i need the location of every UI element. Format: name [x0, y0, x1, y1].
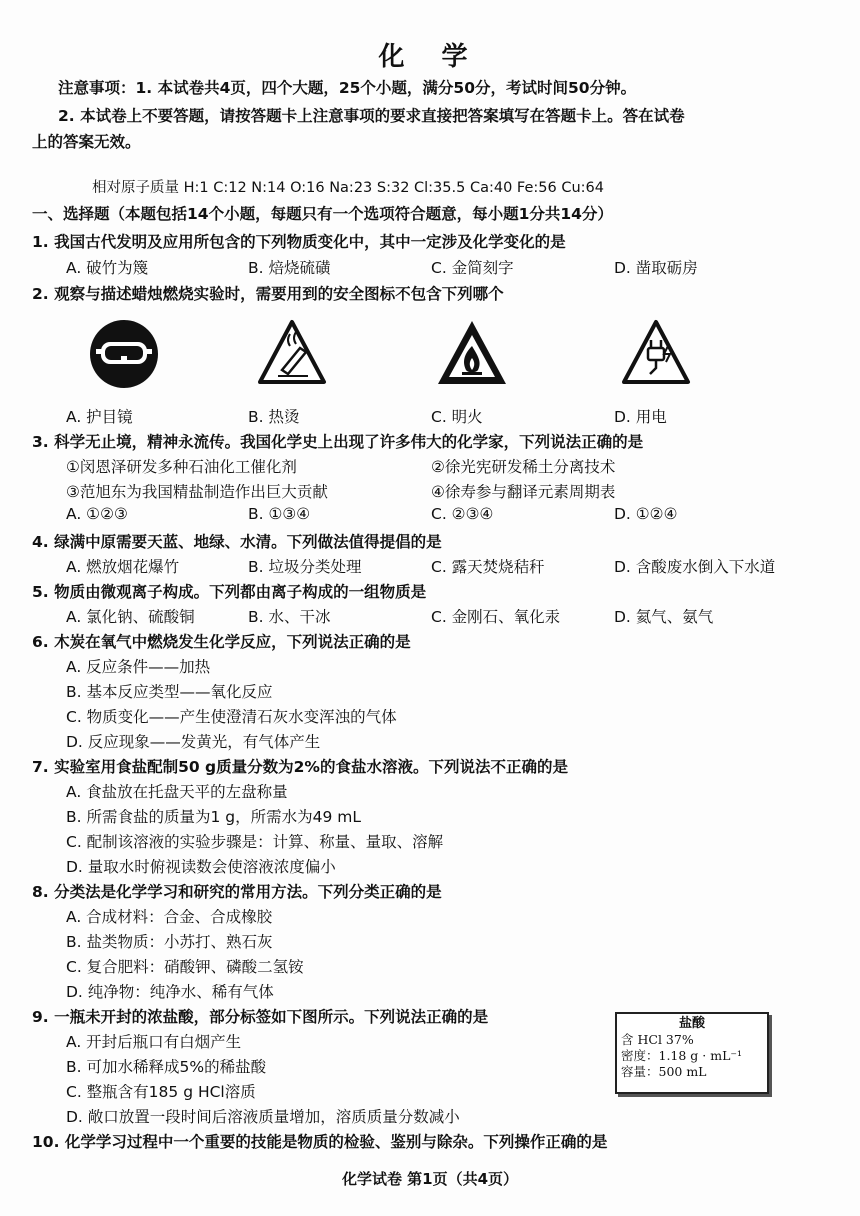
q6-option-b: B. 基本反应类型——氧化反应: [66, 683, 273, 701]
q7-option-d: D. 量取水时俯视读数会使溶液浓度偏小: [66, 858, 336, 876]
q2-option-c: C. 明火: [431, 408, 483, 426]
notice-line-2: 2. 本试卷上不要答题，请按答题卡上注意事项的要求直接把答案填写在答题卡上。答在试卷: [58, 107, 685, 125]
q2-option-b: B. 热烫: [248, 408, 300, 426]
goggles-icon: [88, 318, 160, 390]
q8-option-c: C. 复合肥料：硝酸钾、磷酸二氢铵: [66, 958, 304, 976]
q6-option-d: D. 反应现象——发黄光，有气体产生: [66, 733, 321, 751]
section-heading: 一、选择题（本题包括14个小题，每题只有一个选项符合题意，每小题1分共14分）: [32, 205, 613, 223]
question-5-stem: 5. 物质由微观离子构成。下列都由离子构成的一组物质是: [32, 583, 427, 601]
electrical-icon: [620, 318, 692, 390]
q3-option-d: D. ①②④: [614, 505, 678, 523]
q9-option-d: D. 敞口放置一段时间后溶液质量增加，溶质质量分数减小: [66, 1108, 460, 1126]
q3-statement-4: ④徐寿参与翻译元素周期表: [431, 483, 616, 501]
q4-option-a: A. 燃放烟花爆竹: [66, 558, 180, 576]
question-4-stem: 4. 绿满中原需要天蓝、地绿、水清。下列做法值得提倡的是: [32, 533, 442, 551]
q5-option-c: C. 金刚石、氧化汞: [431, 608, 561, 626]
q3-statement-2: ②徐光宪研发稀土分离技术: [431, 458, 616, 476]
q9-option-b: B. 可加水稀释成5%的稀盐酸: [66, 1058, 267, 1076]
q5-option-b: B. 水、干冰: [248, 608, 331, 626]
q2-option-a: A. 护目镜: [66, 408, 133, 426]
question-7-stem: 7. 实验室用食盐配制50 g质量分数为2%的食盐水溶液。下列说法不正确的是: [32, 758, 568, 776]
question-9-stem: 9. 一瓶未开封的浓盐酸，部分标签如下图所示。下列说法正确的是: [32, 1008, 489, 1026]
q4-option-d: D. 含酸废水倒入下水道: [614, 558, 776, 576]
q4-option-b: B. 垃圾分类处理: [248, 558, 362, 576]
page-footer: 化学试卷 第1页（共4页）: [341, 1170, 519, 1188]
question-10-stem: 10. 化学学习过程中一个重要的技能是物质的检验、鉴别与除杂。下列操作正确的是: [32, 1133, 608, 1151]
question-2-stem: 2. 观察与描述蜡烛燃烧实验时，需要用到的安全图标不包含下列哪个: [32, 285, 504, 303]
q3-option-c: C. ②③④: [431, 505, 494, 523]
q4-option-c: C. 露天焚烧秸秆: [431, 558, 545, 576]
q7-option-b: B. 所需食盐的质量为1 g，所需水为49 mL: [66, 808, 362, 826]
q1-option-c: C. 金简刻字: [431, 259, 514, 277]
q9-option-c: C. 整瓶含有185 g HCl溶质: [66, 1083, 256, 1101]
q8-option-b: B. 盐类物质：小苏打、熟石灰: [66, 933, 273, 951]
question-8-stem: 8. 分类法是化学学习和研究的常用方法。下列分类正确的是: [32, 883, 442, 901]
q7-option-a: A. 食盐放在托盘天平的左盘称量: [66, 783, 288, 801]
notice-line-3: 上的答案无效。: [32, 133, 141, 151]
q9-option-a: A. 开封后瓶口有白烟产生: [66, 1033, 242, 1051]
q6-option-a: A. 反应条件——加热: [66, 658, 211, 676]
q3-option-b: B. ①③④: [248, 505, 311, 523]
q8-option-d: D. 纯净物：纯净水、稀有气体: [66, 983, 274, 1001]
question-3-stem: 3. 科学无止境，精神永流传。我国化学史上出现了许多伟大的化学家，下列说法正确的是: [32, 433, 644, 451]
hot-surface-icon: [256, 318, 328, 390]
open-flame-icon: [436, 318, 508, 390]
atomic-masses: 相对原子质量 H:1 C:12 N:14 O:16 Na:23 S:32 Cl:35.5 Ca:40 Fe:56 Cu:64: [92, 180, 604, 196]
notice-line-1: 注意事项：1. 本试卷共4页，四个大题，25个小题，满分50分，考试时间50分钟。: [58, 79, 637, 97]
q5-option-a: A. 氯化钠、硫酸铜: [66, 608, 195, 626]
page-title: 化 学: [378, 42, 482, 72]
q2-option-d: D. 用电: [614, 408, 667, 426]
label-title: 盐酸: [678, 1016, 705, 1031]
q3-statement-3: ③范旭东为我国精盐制造作出巨大贡献: [66, 483, 328, 501]
q1-option-b: B. 焙烧硫磺: [248, 259, 331, 277]
question-6-stem: 6. 木炭在氧气中燃烧发生化学反应，下列说法正确的是: [32, 633, 411, 651]
label-volume: 容量：500 mL: [621, 1064, 707, 1079]
question-1-stem: 1. 我国古代发明及应用所包含的下列物质变化中，其中一定涉及化学变化的是: [32, 233, 566, 251]
q8-option-a: A. 合成材料：合金、合成橡胶: [66, 908, 273, 926]
q3-option-a: A. ①②③: [66, 505, 128, 523]
q7-option-c: C. 配制该溶液的实验步骤是：计算、称量、量取、溶解: [66, 833, 444, 851]
label-density: 密度：1.18 g · mL⁻¹: [621, 1048, 742, 1063]
label-hcl-content: 含 HCl 37%: [621, 1032, 694, 1047]
q6-option-c: C. 物质变化——产生使澄清石灰水变浑浊的气体: [66, 708, 397, 726]
q1-option-d: D. 凿取砺房: [614, 259, 698, 277]
q3-statement-1: ①闵恩泽研发多种石油化工催化剂: [66, 458, 297, 476]
q5-option-d: D. 氦气、氨气: [614, 608, 714, 626]
hydrochloric-acid-label: [615, 1012, 769, 1094]
q1-option-a: A. 破竹为篾: [66, 259, 149, 277]
